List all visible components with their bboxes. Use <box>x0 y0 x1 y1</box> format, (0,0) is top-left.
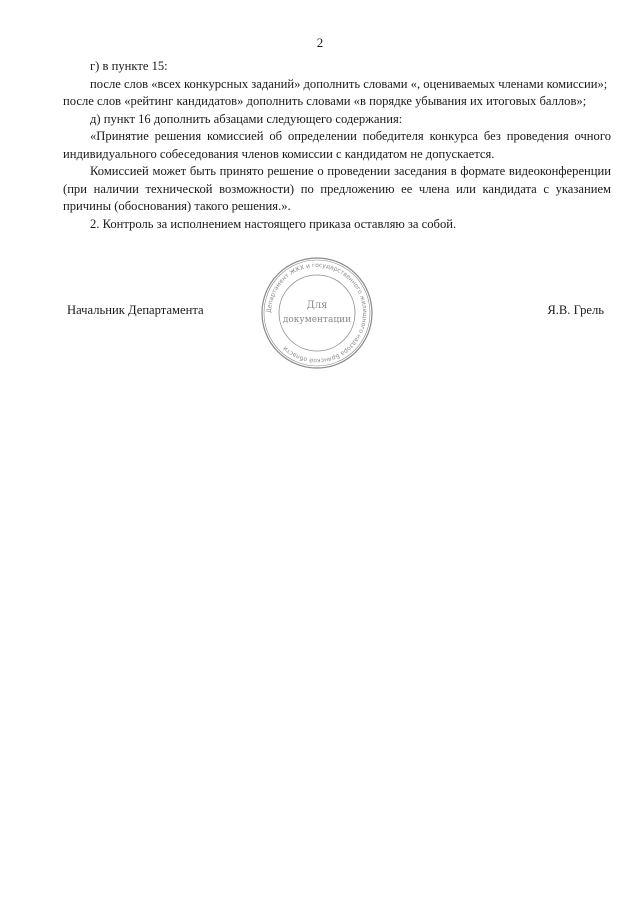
stamp-center-line2: документации <box>282 315 352 325</box>
paragraph-3: после слов «рейтинг кандидатов» дополнить словами «в порядке убывания их итоговых баллов»; <box>63 94 587 108</box>
paragraph-5: «Принятие решения комиссией об определении победителя конкурса без проведения очного индивидуального собеседования членов комиссии с кандидатом не допускается. <box>63 129 611 161</box>
svg-text:Департамент ЖКХ и государствен <box>266 262 368 364</box>
paragraph-1: г) в пункте 15: <box>90 59 168 73</box>
paragraph-4: д) пункт 16 дополнить абзацами следующего содержания: <box>90 111 403 126</box>
paragraph-2: после слов «всех конкурсных заданий» дополнить словами «, оцениваемых членами комиссии»; <box>90 76 608 91</box>
signatory-title: Начальник Департамента <box>67 303 204 317</box>
signatory-name: Я.В. Грель <box>547 303 604 317</box>
stamp-center-line1: Для <box>306 300 328 311</box>
stamp-ring-text: Департамент ЖКХ и государственного жилищного надзора Брянской области <box>265 261 369 365</box>
page-number: 2 <box>316 35 324 50</box>
paragraph-7: 2. Контроль за исполнением настоящего приказа оставляю за собой. <box>90 216 457 231</box>
document-body <box>63 58 611 233</box>
paragraph-6: Комиссией может быть принято решение о проведении заседания в формате видеоконференции (при наличии технической возможности) по предложению ее члена или кандидата с указанием причины (обоснования) такого решения.». <box>63 164 611 213</box>
official-stamp <box>260 256 374 370</box>
